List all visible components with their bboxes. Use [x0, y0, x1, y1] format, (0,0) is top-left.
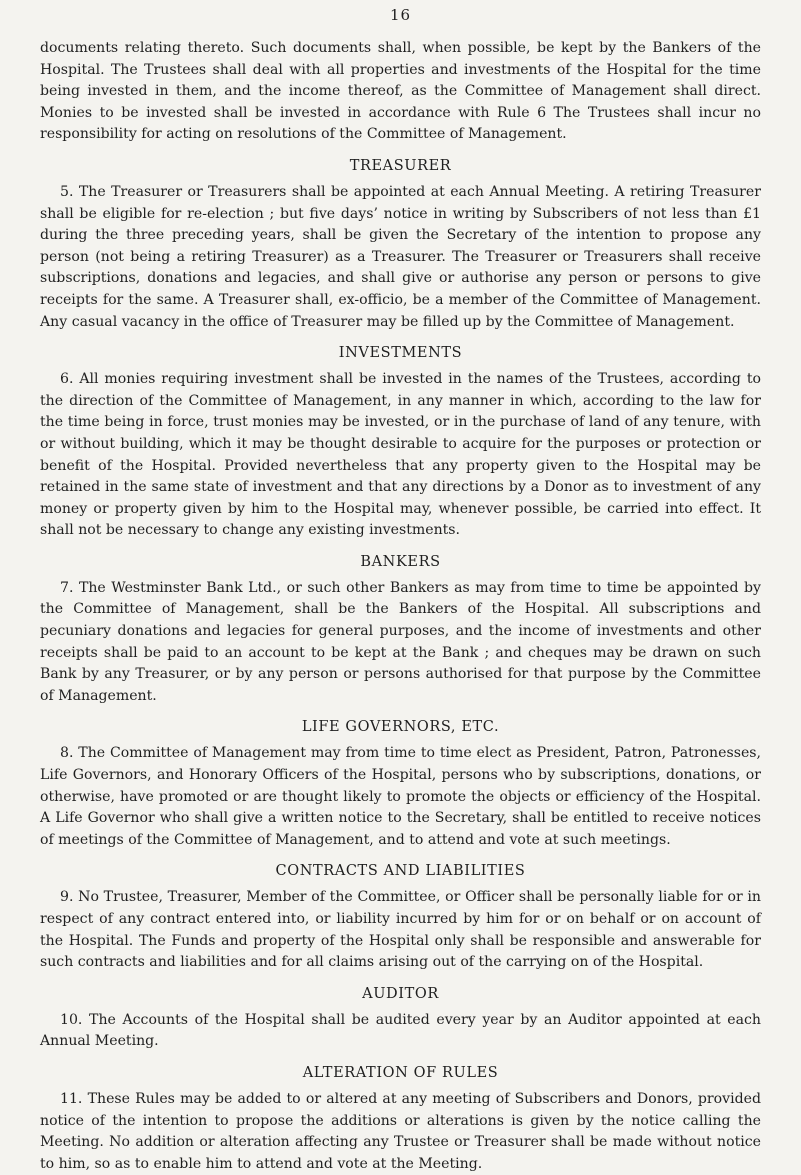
section-text-contracts-liabilities: 9. No Trustee, Treasurer, Member of the Committee, or Officer shall be personally liable for or in respect of any contract entered into, or liability incurred by him for or on behalf or on account of the Hospital. The Funds and property of the Hospital only shall be responsible and answerable for such contracts and liabilities and for all claims arising out of the carrying on of the Hospital.: [40, 889, 761, 971]
section-contracts-liabilities: [40, 861, 761, 973]
section-life-governors: [40, 717, 761, 851]
section-heading-treasurer: TREASURER: [349, 157, 452, 174]
section-text-bankers: 7. The Westminster Bank Ltd., or such other Bankers as may from time to time be appointed by the Committee of Management, shall be the Bankers of the Hospital. All subscriptions and pecuniary donations and legacies for general purposes, and the income of investments and other receipts shall be paid to an account to be kept at the Bank ; and cheques may be drawn on such Bank by any Treasurer, or by any person or persons authorised for that purpose by the Committee of Management.: [40, 579, 761, 704]
page-number: 16: [389, 6, 412, 24]
section-text-life-governors: 8. The Committee of Management may from time to time elect as President, Patron, Patronesses, Life Governors, and Honorary Officers of the Hospital, persons who by subscriptions, donations, or otherwise, have promoted or are thought likely to promote the objects or efficiency of the Hospital. A Life Governor who shall give a written notice to the Secretary, shall be entitled to receive notices of meetings of the Committee of Management, and to attend and vote at such meetings.: [40, 745, 761, 848]
section-text-alteration-of-rules: 11. These Rules may be added to or altered at any meeting of Subscribers and Donors, provided notice of the intention to propose the additions or alterations is given by the notice calling the Meeting. No addition or alteration affecting any Trustee or Treasurer shall be made without notice to him, so as to enable him to attend and vote at the Meeting.: [40, 1090, 761, 1172]
section-treasurer: [40, 156, 761, 333]
section-heading-alteration-of-rules: ALTERATION OF RULES: [302, 1064, 499, 1081]
section-auditor: [40, 984, 761, 1053]
section-heading-auditor: AUDITOR: [362, 985, 439, 1002]
intro-paragraph: documents relating thereto. Such documents shall, when possible, be kept by the Bankers of the Hospital. The Trustees shall deal with all properties and investments of the Hospital for the time being invested in them, and the income thereof, as the Committee of Management shall direct. Monies to be invested shall be invested in accordance with Rule 6 The Trustees shall incur no responsibility for acting on resolutions of the Committee of Management.: [40, 40, 761, 143]
section-heading-contracts-liabilities: CONTRACTS AND LIABILITIES: [275, 863, 526, 880]
section-heading-investments: INVESTMENTS: [338, 345, 463, 362]
section-bankers: [40, 552, 761, 708]
section-text-auditor: 10. The Accounts of the Hospital shall be audited every year by an Auditor appointed at each Annual Meeting.: [40, 1011, 761, 1050]
section-investments: [40, 343, 761, 542]
section-text-treasurer: 5. The Treasurer or Treasurers shall be appointed at each Annual Meeting. A retiring Treasurer shall be eligible for re-election ; but five days’ notice in writing by Subscribers of not less than £1 during the three preceding years, shall be given the Secretary of the intention to propose any person (not being a retiring Treasurer) as a Treasurer. The Treasurer or Treasurers shall receive subscriptions, donations and legacies, and shall give or authorise any person or persons to give receipts for the same. A Treasurer shall, ex-officio, be a member of the Committee of Management. Any casual vacancy in the office of Treasurer may be filled up by the Committee of Management.: [40, 183, 761, 330]
section-heading-life-governors: LIFE GOVERNORS, ETC.: [301, 719, 500, 736]
section-alteration-of-rules: [40, 1063, 761, 1175]
section-heading-bankers: BANKERS: [360, 553, 441, 570]
section-text-investments: 6. All monies requiring investment shall be invested in the names of the Trustees, according to the direction of the Committee of Management, in any manner in which, according to the law for the time being in force, trust monies may be invested, or in the purchase of land of any tenure, with or without building, which it may be thought desirable to acquire for the purposes or protection or benefit of the Hospital. Provided nevertheless that any property given to the Hospital may be retained in the same state of investment and that any directions by a Donor as to investment of any money or property given by him to the Hospital may, whenever possible, be carried into effect. It shall not be necessary to change any existing investments.: [40, 371, 761, 539]
